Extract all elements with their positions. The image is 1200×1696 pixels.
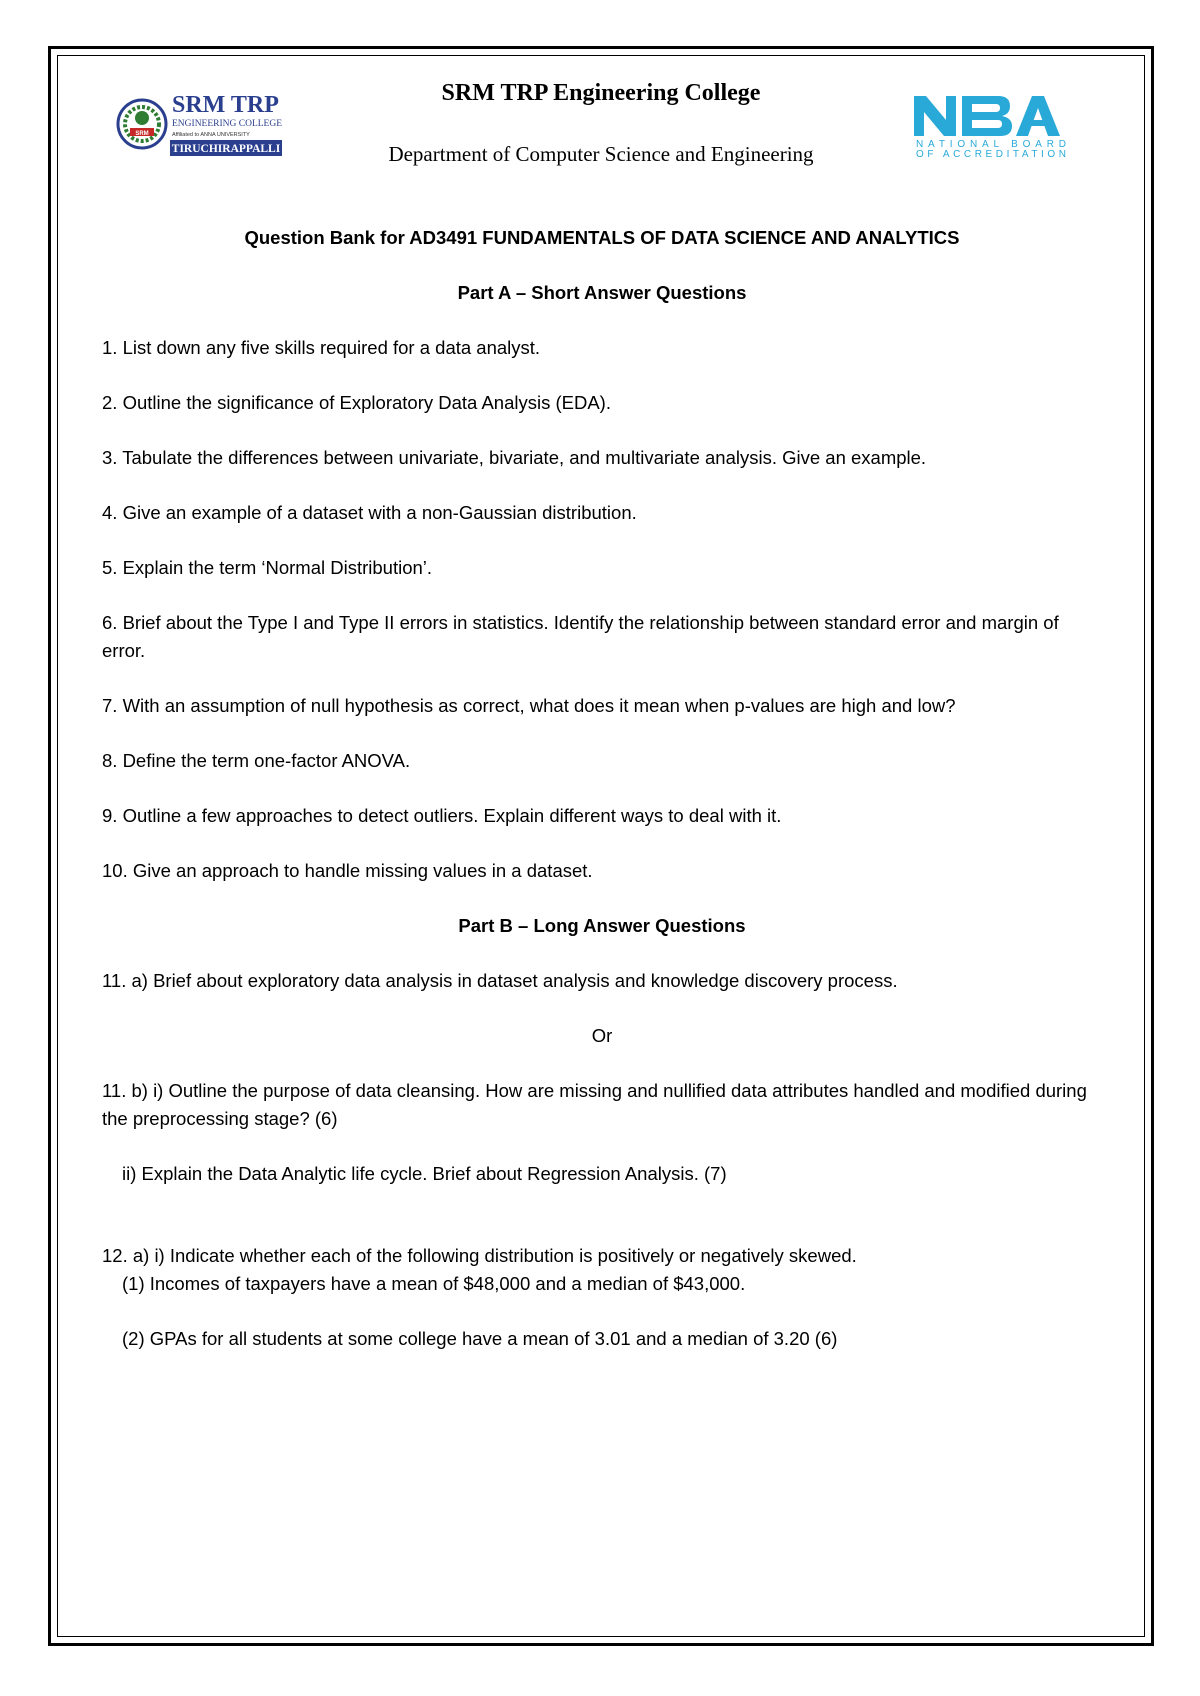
page-border <box>48 46 1154 1646</box>
question-7: 7. With an assumption of null hypothesis as correct, what does it mean when p-values are high and low? <box>102 695 956 716</box>
question-9: 9. Outline a few approaches to detect outliers. Explain different ways to deal with it. <box>102 805 782 826</box>
question-12a-2: (2) GPAs for all students at some college have a mean of 3.01 and a median of 3.20 (6) <box>122 1328 838 1349</box>
question-8: 8. Define the term one-factor ANOVA. <box>102 750 411 771</box>
question-11b-ii: ii) Explain the Data Analytic life cycle. Brief about Regression Analysis. (7) <box>122 1163 727 1184</box>
nba-line2: OF ACCREDITATION <box>916 149 1066 160</box>
nba-line1: NATIONAL BOARD <box>916 139 1066 150</box>
question-12a-i: 12. a) i) Indicate whether each of the following distribution is positively or negatively skewed. <box>102 1245 857 1266</box>
question-6: 6. Brief about the Type I and Type II errors in statistics. Identify the relationship between standard error and margin of error. <box>102 612 1059 661</box>
college-name: SRM TRP Engineering College <box>441 80 761 106</box>
logo-sub1: ENGINEERING COLLEGE <box>172 119 283 129</box>
or-separator: Or <box>591 1025 613 1046</box>
document-title: Question Bank for AD3491 FUNDAMENTALS OF DATA SCIENCE AND ANALYTICS <box>244 227 960 248</box>
question-5: 5. Explain the term ‘Normal Distribution’. <box>102 557 433 578</box>
question-1: 1. List down any five skills required for a data analyst. <box>102 337 541 358</box>
question-11b-i: 11. b) i) Outline the purpose of data cleansing. How are missing and nullified data attributes handled and modified during the preprocessing stage? (6) <box>102 1080 1087 1129</box>
question-10: 10. Give an approach to handle missing values in a dataset. <box>102 860 593 881</box>
question-12a-1: (1) Incomes of taxpayers have a mean of $48,000 and a median of $43,000. <box>122 1273 746 1294</box>
question-content <box>102 224 1102 1353</box>
nba-mark-icon <box>914 96 1060 136</box>
nba-logo <box>910 90 1080 160</box>
logo-city: TIRUCHIRAPPALLI <box>171 143 281 155</box>
logo-name: SRM TRP <box>172 92 279 118</box>
logo-sub2: Affiliated to ANNA UNIVERSITY <box>172 132 250 138</box>
part-b-heading: Part B – Long Answer Questions <box>458 915 746 936</box>
question-4: 4. Give an example of a dataset with a non-Gaussian distribution. <box>102 502 637 523</box>
department-name: Department of Computer Science and Engineering <box>388 142 814 166</box>
emblem-label: SRM <box>135 131 149 137</box>
srm-emblem-icon <box>118 100 166 148</box>
document-header <box>58 56 1144 216</box>
question-2: 2. Outline the significance of Exploratory Data Analysis (EDA). <box>102 392 611 413</box>
page-inner-border <box>57 55 1145 1637</box>
question-3: 3. Tabulate the differences between univariate, bivariate, and multivariate analysis. Give an example. <box>102 447 927 468</box>
part-a-heading: Part A – Short Answer Questions <box>457 282 747 303</box>
question-11a: 11. a) Brief about exploratory data analysis in dataset analysis and knowledge discovery process. <box>102 970 898 991</box>
